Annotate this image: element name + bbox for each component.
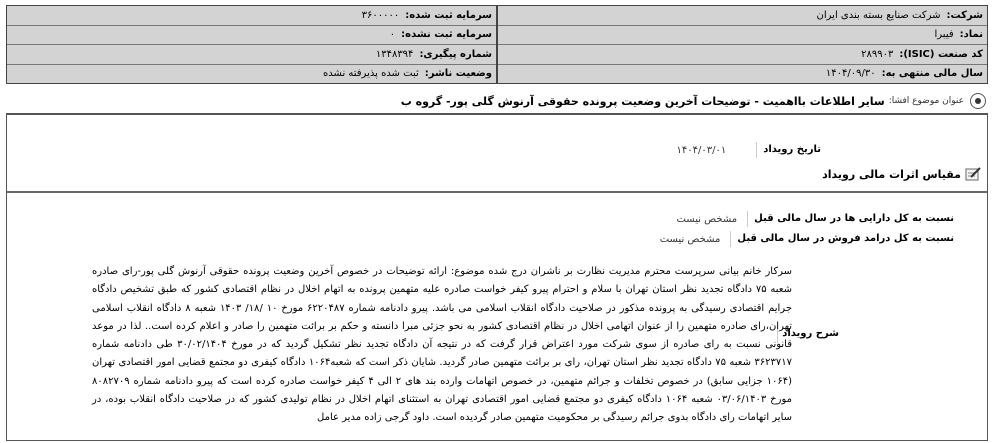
event-date-row <box>677 142 822 158</box>
event-description-label: شرح رویداد <box>777 325 839 343</box>
symbol: فیبرا <box>934 29 954 41</box>
label: سرمایه ثبت نشده: <box>401 29 492 41</box>
company-name: شرکت صنایع بسته بندی ایران <box>816 9 941 21</box>
disclosure-title <box>6 93 986 109</box>
unregistered-capital: ۰ <box>389 29 396 41</box>
event-date-value: ۱۴۰۴/۰۳/۰۱ <box>676 144 727 156</box>
company-name-row <box>498 6 987 26</box>
event-description-text: سرکار خانم بیانی سرپرست محترم مدیریت نظارت بر ناشران درج شده موضوع: ارائه توضیحات در خصوص آخرین وضعیت پرونده حقوقی آرنوش گلی پور-رای صادره شعبه ۷۵ دادگاه تجدید نظر استان تهران با سلام و احترام پیرو کیفر خواست صادره علیه متهمین پرونده به اتهام اخلال در نظام اقتصادی کشور که طبق تشخیص دادگاه جرایم اقتصادی رسیدگی به پرونده مذکور در صلاحیت دادگاه انقلاب اسلامی می باشد. پیرو دادنامه شماره ۶۲۲۰۴۸۷ مورخ ۱۰ /۱۸/ ۱۴۰۳ شعبه ۸ دادگاه انقلاب اسلامی تهران،رای صادره متهمین را از عنوان اتهامی اخلال در نظام اقتصادی کشور به نحو جزئی مبرا دانسته و حکم بر برائت متهمین را صادر و اعلام کرده است.. لذا در موعد قانونی نسبت به رای صادره از سوی شرکت مورد اعتراض قرار گرفت که در نتیجه آن دادگاه تجدید نظر تشکیل گردید که در مورخ ۳۰/۰۲/۱۴۰۴ طی دادنامه شماره ۳۶۲۳۷۱۷ شعبه ۷۵ دادگاه تجدید نظر استان تهران، رای بر برائت متهمین صادر گردید. شایان ذکر است که شعبه۱۰۶۴ دادگاه کیفری دو مجتمع قضایی امور اقتصادی تهران (۱۰۶۴ جزایی سابق) در خصوص تخلفات و جرائم متهمین، در خصوص اتهامات وارده بند های ۲ الی ۴ کیفر خواست صادره کرده است که پیرو دادنامه شماره ۸۰۸۲۷۰۹ مورخ ۰۳/۰۶/۱۴۰۳ شعبه ۱۰۶۴ دادگاه کیفری دو مجتمع قضایی امور اقتصادی تهران به استثنای اتهام اخلال در نظام تولیدی کشور که در صلاحیت دادگاه انقلاب بوده، در سایر اتهامات رای دادگاه بدوی جرائم رسیدگی بر محکومیت متهمین صادر گردیده است. داود گرجی زاده مدیر عامل <box>92 266 793 424</box>
isic-row <box>498 45 987 65</box>
financial-impact-title: مقیاس اثرات مالی رویداد <box>822 167 961 181</box>
label: شرکت: <box>946 9 983 21</box>
assets-ratio-label: نسبت به کل دارایی ها در سال مالی قبل <box>747 211 954 227</box>
registered-capital-row <box>7 6 496 26</box>
publisher-status: ثبت شده پذیرفته نشده <box>323 68 419 80</box>
divider <box>7 191 987 193</box>
assets-ratio-value: مشخص نیست <box>676 213 738 225</box>
financial-row-sales <box>660 231 954 247</box>
label: وضعیت ناشر: <box>424 68 492 80</box>
disclosure-body <box>6 113 988 441</box>
event-date-label: تاریخ رویداد <box>756 142 821 158</box>
label: سرمایه ثبت شده: <box>405 9 492 21</box>
company-info-right-column <box>496 6 987 83</box>
fiscal-year-row <box>498 65 987 84</box>
sales-ratio-value: مشخص نیست <box>659 233 721 245</box>
unregistered-capital-row <box>7 26 496 46</box>
disclosure-title-label: عنوان موضوع افشا: <box>888 96 964 106</box>
disclosure-title-text: سایر اطلاعات بااهمیت - توضیحات آخرین وضعیت پرونده حقوقی آرنوش گلی پور- گروه ب <box>400 94 885 108</box>
fiscal-year-end: ۱۴۰۴/۰۹/۳۰ <box>825 68 876 80</box>
tracking-number: ۱۳۴۸۳۹۴ <box>375 48 414 60</box>
registered-capital: ۳۶۰۰۰۰۰ <box>361 9 400 21</box>
isic-code: ۲۸۹۹۰۳ <box>861 48 894 60</box>
label: کد صنعت (ISIC): <box>899 48 983 60</box>
edit-note-icon <box>965 167 981 181</box>
label: سال مالی منتهی به: <box>881 68 983 80</box>
publisher-status-row <box>7 65 496 84</box>
label: شماره پیگیری: <box>419 48 492 60</box>
company-info-left-column <box>7 6 496 83</box>
company-info-header <box>6 5 988 84</box>
target-bullet-icon <box>970 93 986 109</box>
label: نماد: <box>959 29 983 41</box>
tracking-number-row <box>7 45 496 65</box>
financial-impact-section-header <box>822 167 981 181</box>
symbol-row <box>498 26 987 46</box>
financial-row-assets <box>676 211 954 227</box>
sales-ratio-label: نسبت به کل درامد فروش در سال مالی قبل <box>730 231 954 247</box>
